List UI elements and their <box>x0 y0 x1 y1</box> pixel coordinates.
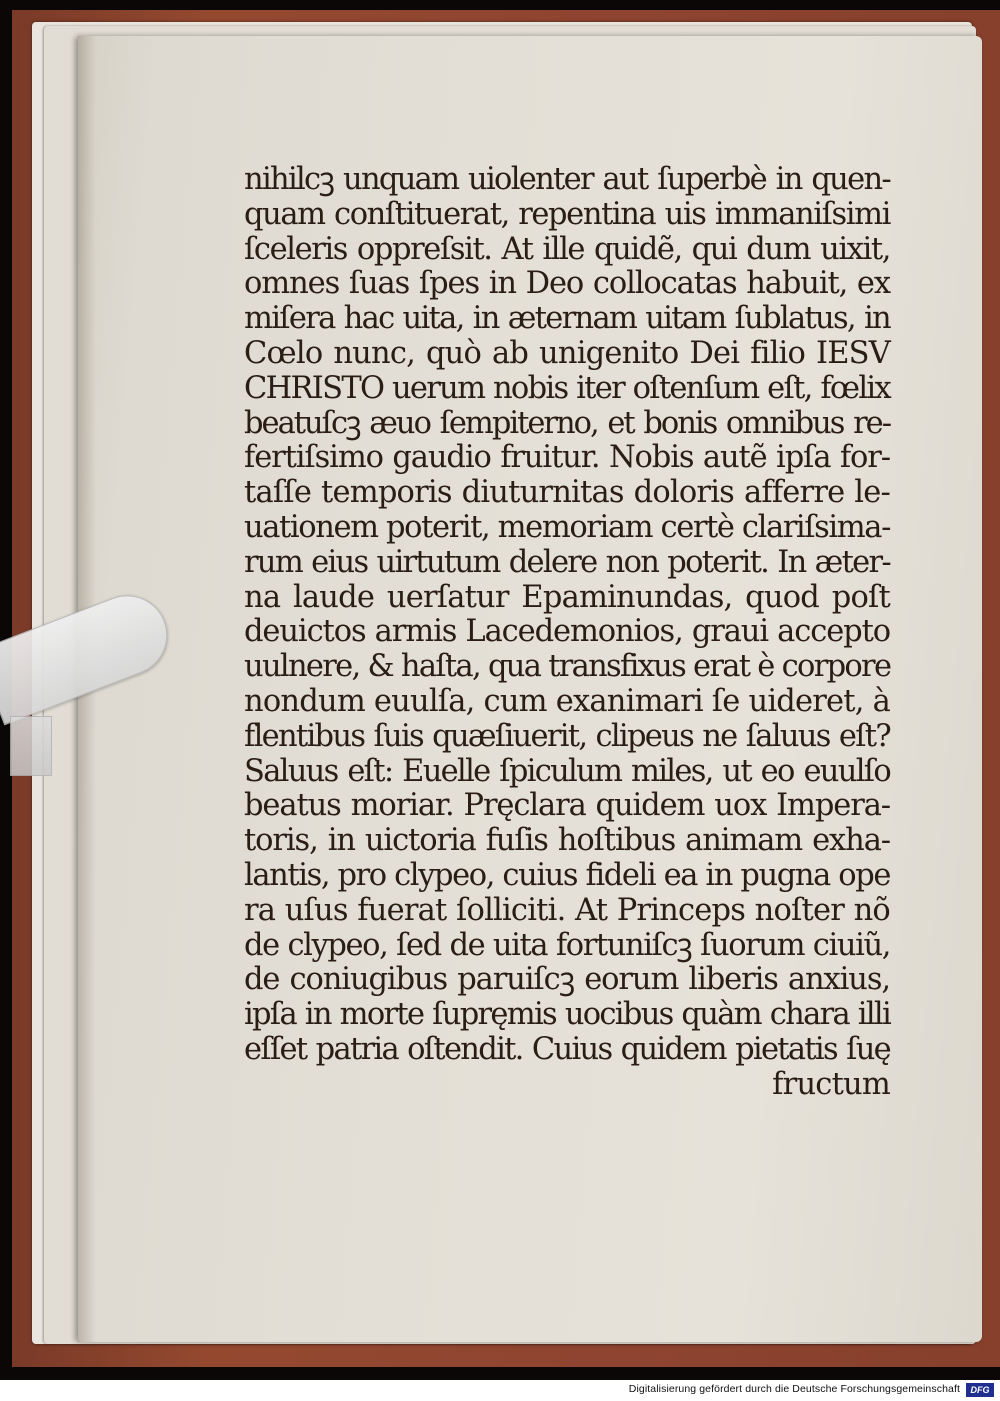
text-line: toris, in uictoria fuſis hoſtibus animam exha- <box>244 823 890 859</box>
bookmark-clip-base <box>10 716 52 776</box>
text-line: fertiſsimo gaudio fruitur. Nobis autẽ ipſa for- <box>244 440 890 476</box>
text-line: flentibus ſuis quæſiuerit, clipeus ne ſaluus eſt? <box>244 718 890 754</box>
text-line: beatus moriar. Pręclara quidem uox Impera- <box>244 788 890 824</box>
text-line: quam conſtituerat, repentina uis immaniſsimi <box>244 196 890 232</box>
text-line: lantis, pro clypeo, cuius fideli ea in pugna ope <box>244 857 890 893</box>
text-line: na laude uerſatur Epaminundas, quod poſt <box>244 579 890 615</box>
footer-bar <box>0 1380 1000 1401</box>
text-line: ſceleris oppreſsit. At ille quidẽ, qui dum uixit, <box>244 231 890 267</box>
text-line: ipſa in morte ſupręmis uocibus quàm chara illi <box>244 997 890 1033</box>
text-line: omnes ſuas ſpes in Deo collocatas habuit, ex <box>244 266 890 302</box>
text-line: taſſe temporis diuturnitas doloris afferre le- <box>244 475 890 511</box>
text-line: nihilcꝫ unquam uiolenter aut ſuperbè in quen- <box>244 162 890 197</box>
text-line: ra uſus fuerat ſolliciti. At Princeps noſter nõ <box>244 892 890 928</box>
text-line: miſera hac uita, in æternam uitam ſublatus, in <box>244 301 890 337</box>
catchword: fructum <box>772 1066 890 1102</box>
text-line: deuictos armis Lacedemonios, graui accepto <box>244 614 890 650</box>
text-line: uulnere, & haſta, qua transfixus erat è corpore <box>244 649 891 685</box>
dfg-logo-icon: DFG <box>966 1383 994 1397</box>
text-line: CHRISTO uerum nobis iter oſtenſum eſt, fœlix <box>244 370 890 406</box>
text-line: nondum euulſa, cum exanimari ſe uideret, à <box>244 683 890 719</box>
text-line: eſſet patria oſtendit. Cuius quidem pietatis ſuę <box>244 1031 890 1067</box>
text-line: Saluus eſt: Euelle ſpiculum miles, ut eo euulſo <box>244 753 890 789</box>
text-line: uationem poterit, memoriam certè clariſsima- <box>244 509 890 545</box>
text-line: de coniugibus paruiſcꝫ eorum liberis anxius, <box>244 962 890 998</box>
text-line: rum eius uirtutum delere non poterit. In æter- <box>244 544 890 580</box>
text-line: beatuſcꝫ æuo ſempiterno, et bonis omnibus re- <box>244 405 890 441</box>
page-text-block <box>244 163 890 1103</box>
digitization-credit: Digitalisierung gefördert durch die Deutsche Forschungsgemeinschaft <box>628 1383 960 1395</box>
text-line: de clypeo, ſed de uita fortuniſcꝫ ſuorum ciuiũ, <box>244 927 890 963</box>
text-line: Cœlo nunc, quò ab unigenito Dei filio IESV <box>244 335 890 371</box>
